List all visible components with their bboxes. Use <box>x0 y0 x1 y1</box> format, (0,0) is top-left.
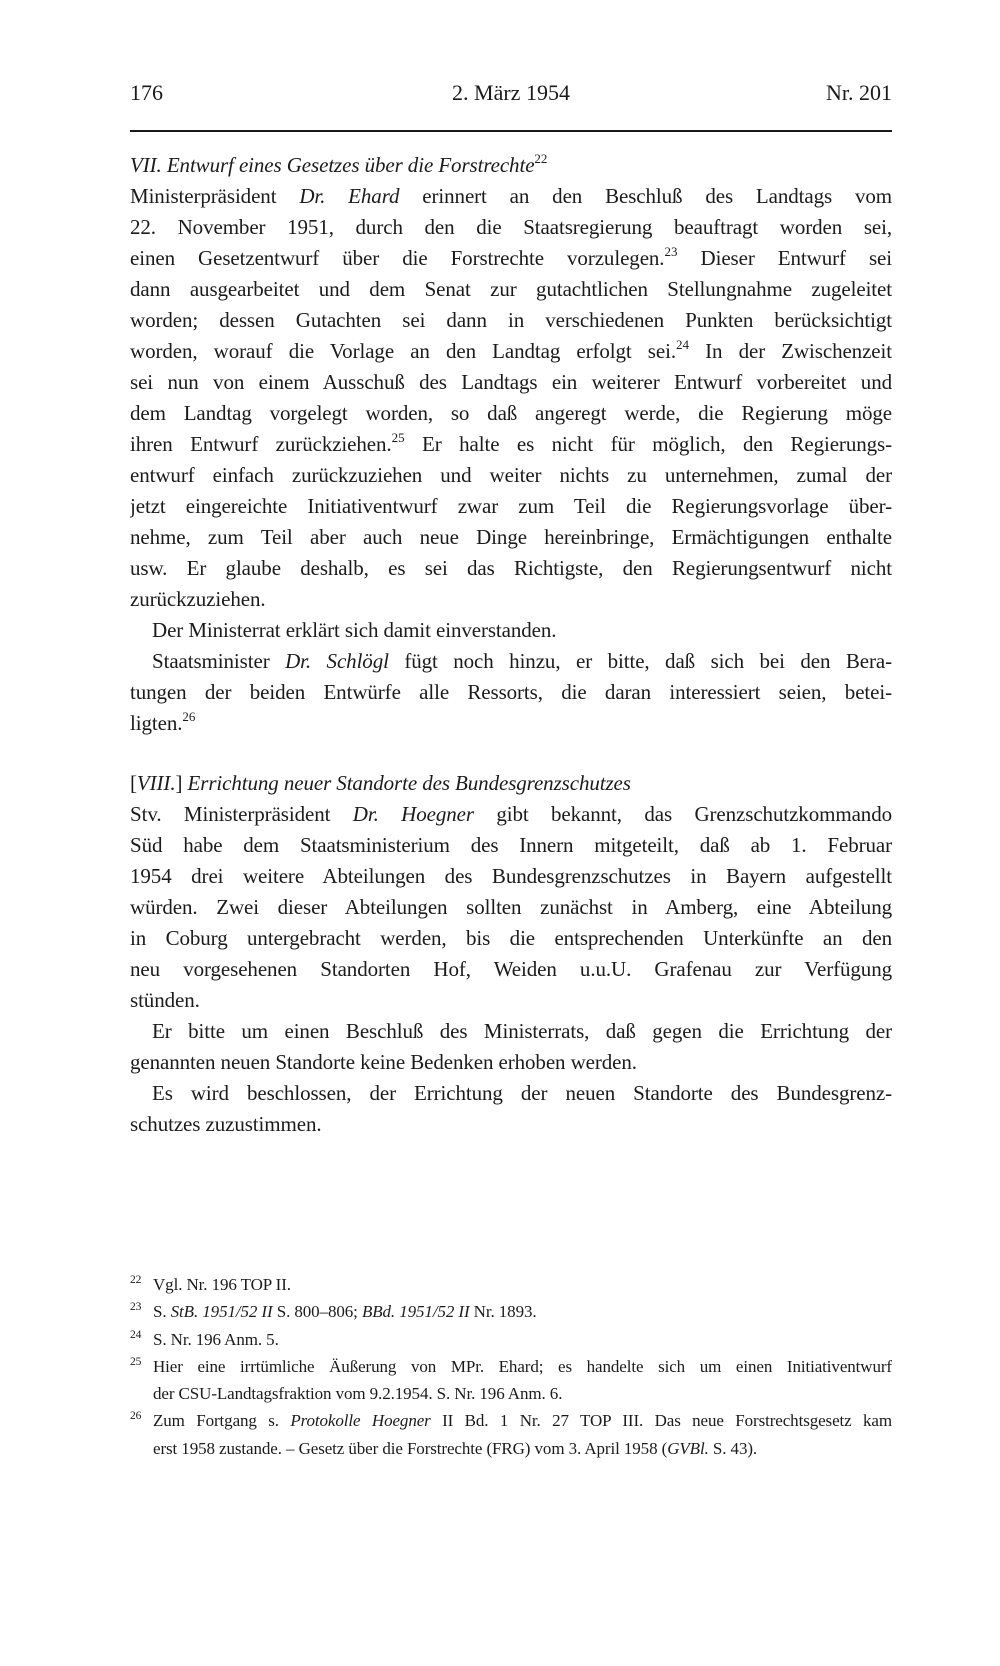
footnote-line <box>153 1407 892 1434</box>
text-line <box>130 1047 892 1078</box>
text-run: Staatsminister <box>152 649 286 673</box>
header-rule <box>130 130 892 132</box>
text-run: in Coburg untergebracht werden, bis die entsprechenden Unterkünfte an den <box>130 926 892 950</box>
text-run: schutzes zuzustimmen. <box>130 1112 322 1136</box>
text-run: VIII. <box>136 771 176 795</box>
footnote-line <box>153 1326 892 1353</box>
text-run: Dieser Entwurf sei <box>677 246 892 270</box>
text-run: S. 800–806; <box>272 1302 362 1322</box>
section-heading-viii <box>130 768 892 799</box>
footnote-number: 22 <box>130 1273 142 1286</box>
text-run: Ministerpräsident <box>130 184 300 208</box>
footnote-number: 24 <box>130 1327 142 1341</box>
footnote-line <box>153 1380 892 1407</box>
text-run: entwurf einfach zurückzuziehen und weiter nichts zu unternehmen, zumal der <box>130 463 892 487</box>
text-run: stünden. <box>130 988 200 1012</box>
document-body <box>130 150 892 1140</box>
text-line <box>130 584 892 615</box>
text-run: genannten neuen Standorte keine Bedenken erhoben werden. <box>130 1050 637 1074</box>
text-run: Stv. Ministerpräsident <box>130 802 353 826</box>
footnote-ref: 26 <box>182 708 196 724</box>
text-line <box>130 305 892 336</box>
text-line <box>130 429 892 460</box>
text-run: [ <box>130 771 137 795</box>
text-run: fügt noch hinzu, er bitte, daß sich bei den Bera- <box>388 649 892 673</box>
text-run: würden. Zwei dieser Abteilungen sollten zunächst in Amberg, eine Abteilung <box>130 895 892 919</box>
text-line <box>130 892 892 923</box>
text-line <box>130 212 892 243</box>
text-run: 22. November 1951, durch den die Staatsregierung beauftragt worden sei, <box>130 215 892 239</box>
text-line <box>130 861 892 892</box>
text-run: dann ausgearbeitet und dem Senat zur gutachtlichen Stellungnahme zugeleitet <box>130 277 892 301</box>
text-run: worden; dessen Gutachten sei dann in verschiedenen Punkten berücksichtigt <box>130 308 892 332</box>
text-run: Süd habe dem Staatsministerium des Innern mitgeteilt, daß ab 1. Februar <box>130 833 892 857</box>
text-run: GVBl. <box>667 1438 709 1458</box>
text-run: Er bitte um einen Beschluß des Ministerrats, daß gegen die Errichtung der <box>152 1019 892 1043</box>
text-line <box>130 274 892 305</box>
footnote-number: 26 <box>130 1409 142 1423</box>
footnote-number: 23 <box>130 1300 142 1314</box>
text-line <box>130 830 892 861</box>
text-run: worden, worauf die Vorlage an den Landtag erfolgt sei. <box>130 339 676 363</box>
text-line <box>130 708 892 739</box>
text-run: VII. Entwurf eines Gesetzes über die Forstrechte <box>130 153 535 177</box>
footnote-line <box>153 1271 892 1298</box>
text-run: jetzt eingereichte Initiativentwurf zwar zum Teil die Regierungsvorlage über- <box>130 494 892 518</box>
footnote-number: 25 <box>130 1354 142 1368</box>
text-run: ligten. <box>130 711 183 735</box>
footnote-24 <box>130 1326 892 1353</box>
text-line <box>130 615 892 646</box>
text-line <box>130 398 892 429</box>
text-run: tungen der beiden Entwürfe alle Ressorts, die daran interessiert seien, betei- <box>130 680 892 704</box>
header-date: 2. März 1954 <box>452 80 570 105</box>
text-line <box>130 954 892 985</box>
text-run: In der Zwischenzeit <box>689 339 892 363</box>
text-run: Hier eine irrtümliche Äußerung von MPr. Ehard; es handelte sich um einen Initiativentwurf <box>153 1356 892 1376</box>
text-line <box>130 1016 892 1047</box>
text-line <box>130 677 892 708</box>
footnote-line <box>153 1353 892 1380</box>
text-line <box>130 243 892 274</box>
text-run: Nr. 1893. <box>469 1302 537 1322</box>
text-run: 1954 drei weitere Abteilungen des Bundesgrenzschutzes in Bayern aufgestellt <box>130 864 892 888</box>
text-run: Vgl. Nr. 196 TOP II. <box>153 1275 291 1294</box>
text-line <box>130 923 892 954</box>
text-line <box>130 460 892 491</box>
text-line <box>130 336 892 367</box>
text-run: BBd. 1951/52 II <box>361 1302 470 1322</box>
footnotes-block <box>130 1271 892 1462</box>
text-run: zurückzuziehen. <box>130 587 266 611</box>
text-run: sei nun von einem Ausschuß des Landtags ein weiterer Entwurf vorbereitet und <box>130 370 892 394</box>
footnote-22 <box>130 1271 892 1298</box>
text-run: ] <box>175 771 188 795</box>
footnote-ref: 24 <box>675 336 689 352</box>
text-line <box>130 522 892 553</box>
text-run: gibt bekannt, das Grenzschutzkommando <box>473 802 892 826</box>
text-run: S. 43). <box>708 1438 758 1458</box>
footnote-26 <box>130 1407 892 1462</box>
text-run: Er halte es nicht für möglich, den Regierungs- <box>404 432 892 456</box>
text-line <box>130 491 892 522</box>
text-run: usw. Er glaube deshalb, es sei das Richtigste, den Regierungsentwurf nicht <box>130 556 892 580</box>
text-run: Protokolle Hoegner <box>290 1411 431 1431</box>
text-run: StB. 1951/52 II <box>170 1302 273 1322</box>
text-run: II Bd. 1 Nr. 27 TOP III. Das neue Forstrechtsgesetz kam <box>430 1411 892 1431</box>
text-run: Dr. Hoegner <box>352 802 474 826</box>
section-heading-vii <box>130 150 892 181</box>
text-run: Dr. Ehard <box>299 184 400 208</box>
text-line <box>130 1109 892 1140</box>
text-run: dem Landtag vorgelegt worden, so daß angeregt werde, die Regierung möge <box>130 401 892 425</box>
footnote-25 <box>130 1353 892 1408</box>
footnote-ref: 23 <box>664 243 678 259</box>
text-line <box>130 367 892 398</box>
text-run: erinnert an den Beschluß des Landtags vom <box>399 184 892 208</box>
text-run: erst 1958 zustande. – Gesetz über die Forstrechte (FRG) vom 3. April 1958 ( <box>153 1438 668 1458</box>
page-number: 176 <box>130 80 163 105</box>
text-run: neu vorgesehenen Standorten Hof, Weiden u.u.U. Grafenau zur Verfügung <box>130 957 892 981</box>
footnote-ref: 22 <box>534 150 548 166</box>
footnote-line <box>153 1435 892 1462</box>
text-line <box>130 1078 892 1109</box>
text-run: S. <box>153 1302 171 1322</box>
text-run: nehme, zum Teil aber auch neue Dinge hereinbringe, Ermächtigungen enthalte <box>130 525 892 549</box>
footnote-23 <box>130 1298 892 1325</box>
text-run: Es wird beschlossen, der Errichtung der neuen Standorte des Bundesgrenz- <box>152 1081 892 1105</box>
text-run: einen Gesetzentwurf über die Forstrechte vorzulegen. <box>130 246 665 270</box>
text-line <box>130 799 892 830</box>
text-run: Dr. Schlögl <box>285 649 389 673</box>
footnote-ref: 25 <box>391 429 405 445</box>
text-run: S. Nr. 196 Anm. 5. <box>153 1329 279 1349</box>
footnote-line <box>153 1298 892 1325</box>
text-line <box>130 646 892 677</box>
text-run: Errichtung neuer Standorte des Bundesgrenzschutzes <box>187 771 631 795</box>
text-run: Der Ministerrat erklärt sich damit einverstanden. <box>152 618 557 642</box>
document-number: Nr. 201 <box>826 80 892 105</box>
text-line <box>130 985 892 1016</box>
text-run: ihren Entwurf zurückziehen. <box>130 432 392 456</box>
text-line <box>130 553 892 584</box>
text-run: Zum Fortgang s. <box>153 1411 291 1431</box>
text-line <box>130 181 892 212</box>
text-run: der CSU-Landtagsfraktion vom 9.2.1954. S. Nr. 196 Anm. 6. <box>153 1384 563 1404</box>
